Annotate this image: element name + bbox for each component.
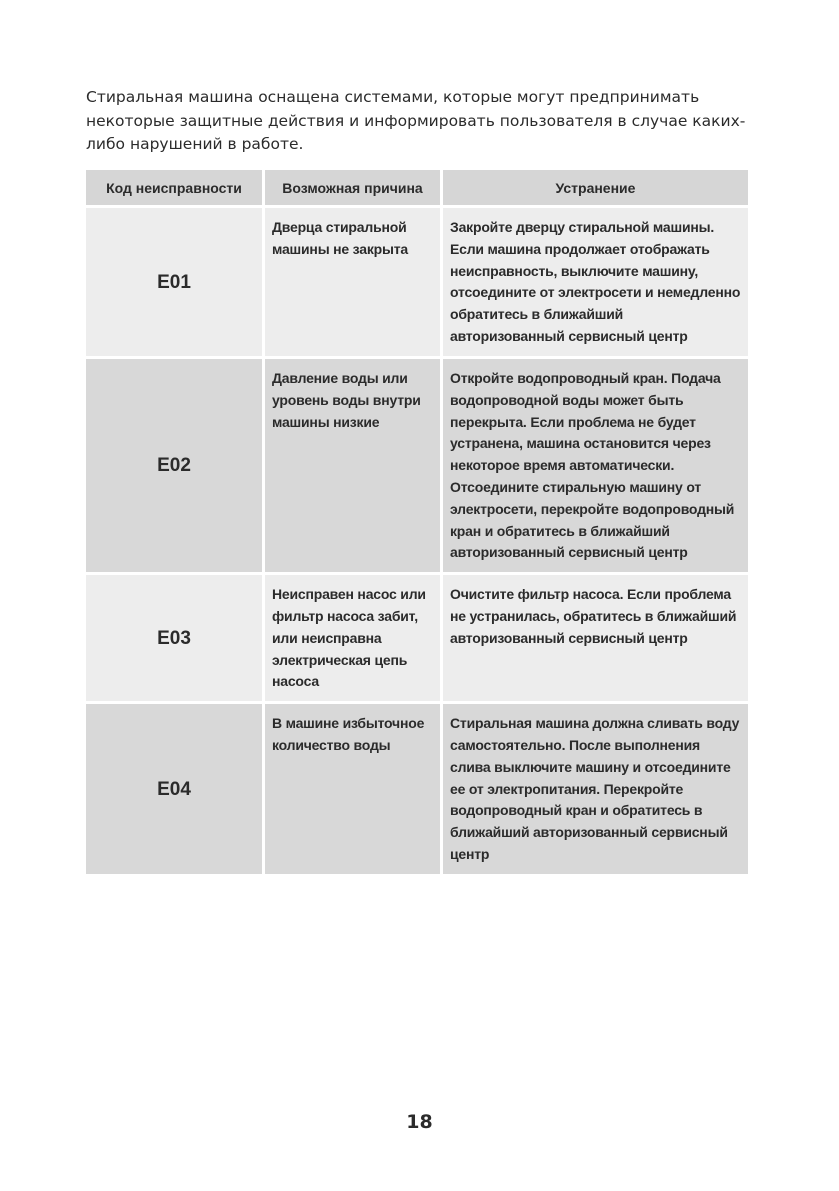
error-cause: В машине избыточное количество воды <box>265 704 440 874</box>
error-solution: Стиральная машина должна сливать воду самостоятельно. После выполнения слива выключите машину и отсоедините ее от электропитания. Перекройте водопроводный кран и обратитесь в ближайший авторизованный сервисный центр <box>443 704 748 874</box>
error-cause: Неисправен насос или фильтр насоса забит, или неисправна электрическая цепь насоса <box>265 575 440 701</box>
error-solution: Очистите фильтр насоса. Если проблема не устранилась, обратитесь в ближайший авторизованный сервисный центр <box>443 575 748 701</box>
header-cause: Возможная причина <box>265 170 440 205</box>
table-row <box>86 359 748 572</box>
intro-paragraph: Стиральная машина оснащена системами, которые могут предпринимать некоторые защитные действия и информировать пользователя в случае каких-либо нарушений в работе. <box>86 88 746 153</box>
table-row <box>86 575 748 701</box>
table-row <box>86 704 748 874</box>
table-header-row <box>86 170 748 205</box>
error-code: E04 <box>86 704 262 874</box>
error-code: E03 <box>86 575 262 701</box>
error-solution: Закройте дверцу стиральной машины. Если машина продолжает отображать неисправность, выключите машину, отсоедините от электросети и немедленно обратитесь в ближайший авторизованный сервисный центр <box>443 208 748 356</box>
page-number: 18 <box>406 1111 433 1133</box>
error-solution: Откройте водопроводный кран. Подача водопроводной воды может быть перекрыта. Если проблема не будет устранена, машина остановится через некоторое время автоматически. Отсоедините стиральную машину от электросети, перекройте водопроводный кран и обратитесь в ближайший авторизованный сервисный центр <box>443 359 748 572</box>
error-codes-table <box>83 167 751 877</box>
table-row <box>86 208 748 356</box>
error-cause: Дверца стиральной машины не закрыта <box>265 208 440 356</box>
error-cause: Давление воды или уровень воды внутри машины низкие <box>265 359 440 572</box>
error-code: E01 <box>86 208 262 356</box>
error-code: E02 <box>86 359 262 572</box>
header-code: Код неисправности <box>86 170 262 205</box>
header-solution: Устранение <box>443 170 748 205</box>
